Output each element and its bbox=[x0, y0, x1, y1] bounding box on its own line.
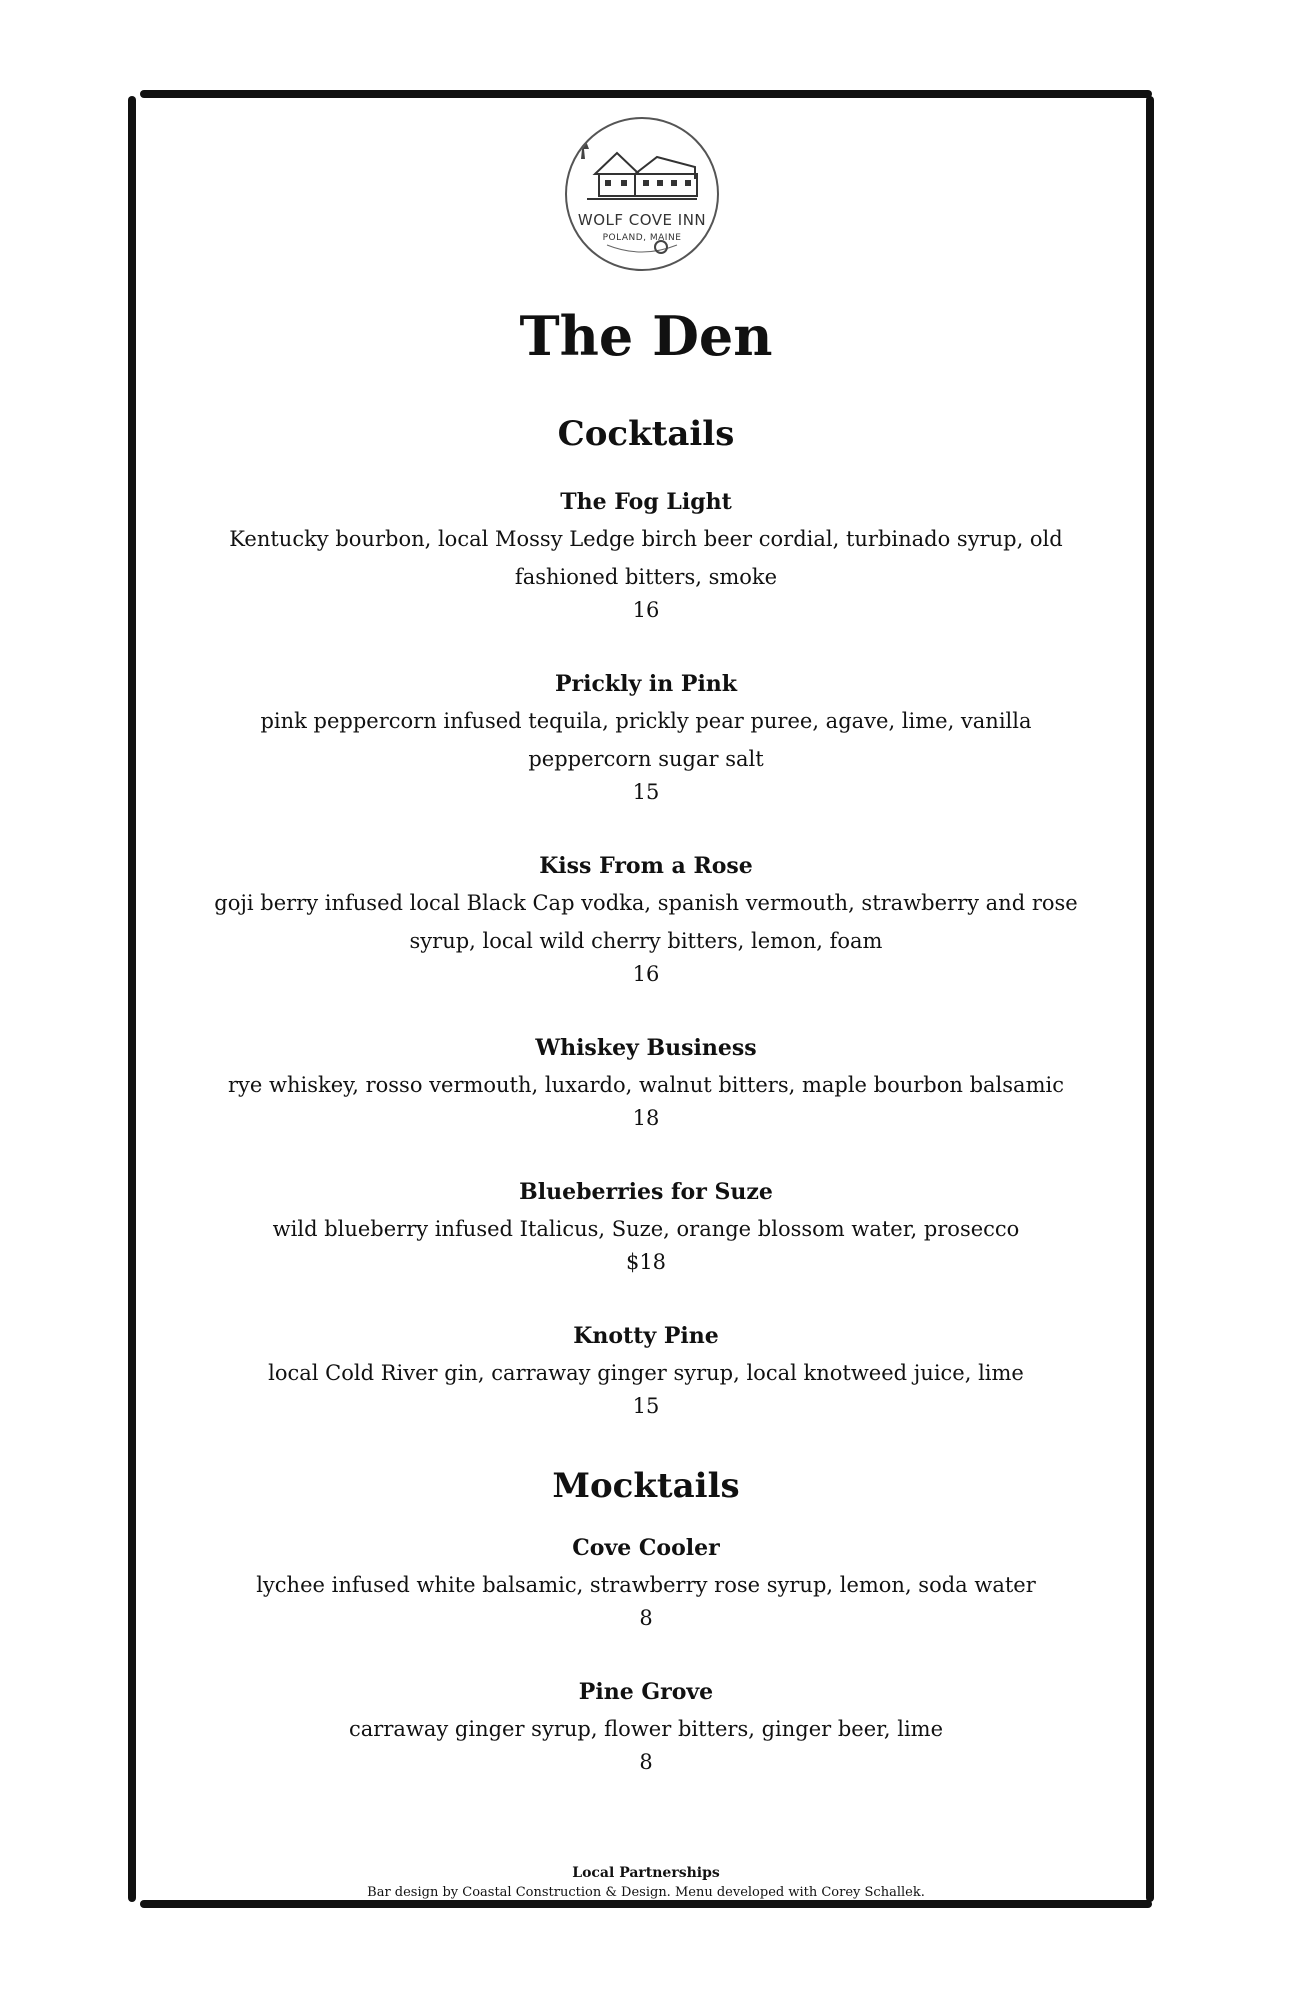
item-description: rye whiskey, rosso vermouth, luxardo, walnut bitters, maple bourbon balsamic bbox=[228, 1073, 1064, 1097]
item-name: Prickly in Pink bbox=[554, 671, 738, 697]
item-price: 15 bbox=[632, 780, 660, 804]
menu-item bbox=[140, 1030, 1152, 1132]
item-name: Kiss From a Rose bbox=[539, 853, 753, 879]
item-name: Cove Cooler bbox=[572, 1535, 720, 1561]
menu-item bbox=[140, 1530, 1152, 1632]
item-name: The Fog Light bbox=[560, 489, 732, 515]
item-price: 16 bbox=[632, 598, 660, 622]
menu-content bbox=[140, 296, 1152, 1818]
item-description: carraway ginger syrup, flower bitters, ginger beer, lime bbox=[349, 1717, 943, 1741]
logo-name: WOLF COVE INN bbox=[577, 211, 707, 229]
section-title-mocktails: Mocktails bbox=[552, 1466, 740, 1506]
menu-item bbox=[140, 1174, 1152, 1276]
menu-border-left bbox=[128, 96, 136, 1902]
menu-item bbox=[140, 1318, 1152, 1420]
item-name: Whiskey Business bbox=[535, 1035, 757, 1061]
item-description: wild blueberry infused Italicus, Suze, orange blossom water, prosecco bbox=[272, 1217, 1020, 1241]
menu-item bbox=[140, 484, 1152, 624]
section-title-cocktails: Cocktails bbox=[557, 414, 735, 454]
item-price: 15 bbox=[632, 1394, 660, 1418]
item-price: 8 bbox=[639, 1606, 653, 1630]
item-name: Knotty Pine bbox=[573, 1323, 719, 1349]
menu-footer bbox=[140, 1862, 1152, 1902]
item-description: lychee infused white balsamic, strawberry rose syrup, lemon, soda water bbox=[256, 1573, 1036, 1597]
menu-border-top bbox=[140, 90, 1152, 98]
item-description: local Cold River gin, carraway ginger syrup, local knotweed juice, lime bbox=[268, 1361, 1024, 1385]
item-price: $18 bbox=[625, 1250, 667, 1274]
menu-item bbox=[140, 666, 1152, 806]
menu-item bbox=[140, 1674, 1152, 1776]
item-price: 18 bbox=[632, 1106, 660, 1130]
item-name: Blueberries for Suze bbox=[519, 1179, 773, 1205]
menu-title: The Den bbox=[519, 304, 773, 368]
footer-credit: Bar design by Coastal Construction & Design. Menu developed with Corey Schallek. bbox=[367, 1885, 925, 1900]
item-price: 16 bbox=[632, 962, 660, 986]
item-name: Pine Grove bbox=[578, 1679, 714, 1705]
item-description: goji berry infused local Black Cap vodka, spanish vermouth, strawberry and rose syrup, local wild cherry bitters, lemon, foam bbox=[214, 891, 1078, 953]
menu-item bbox=[140, 848, 1152, 988]
item-price: 8 bbox=[639, 1750, 653, 1774]
footer-title: Local Partnerships bbox=[572, 1865, 720, 1881]
inn-house-icon bbox=[567, 119, 717, 269]
logo-location: POLAND, MAINE bbox=[602, 233, 682, 243]
item-description: Kentucky bourbon, local Mossy Ledge birch beer cordial, turbinado syrup, old fashioned bitters, smoke bbox=[229, 527, 1063, 589]
item-description: pink peppercorn infused tequila, prickly pear puree, agave, lime, vanilla peppercorn sugar salt bbox=[260, 709, 1032, 771]
inn-logo bbox=[565, 117, 719, 271]
